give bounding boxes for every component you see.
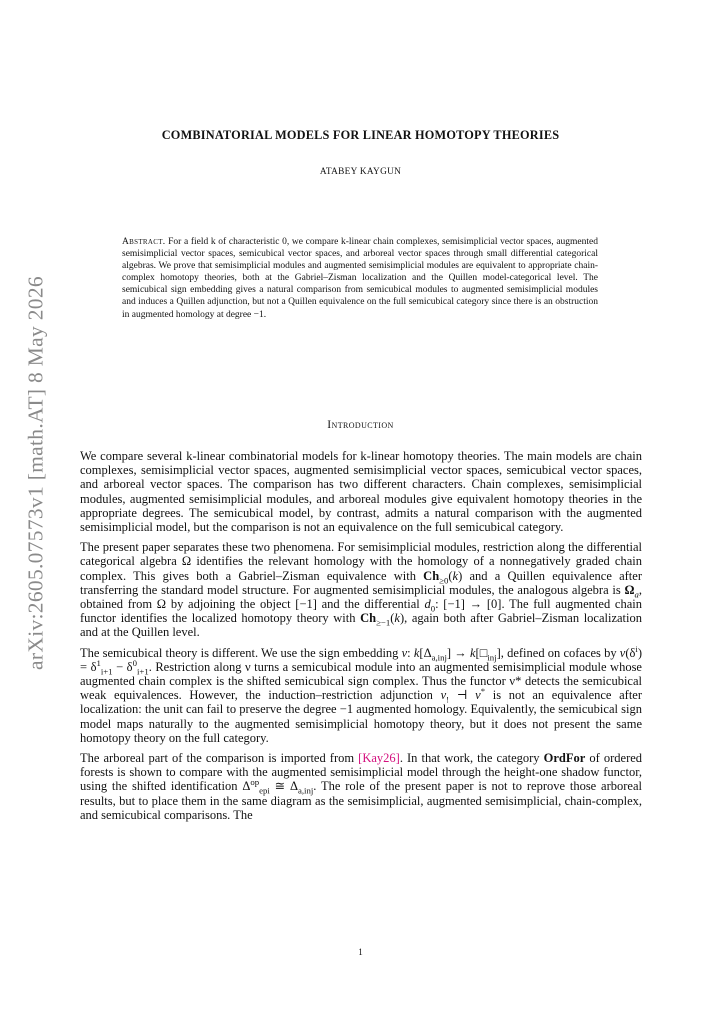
paragraph-1: We compare several k-linear combinatorial models for k-linear homotopy theories. The main models are chain complexes, semisimplicial vector spaces, augmented semisimplicial vector spaces, semicubical vector spaces, and arboreal vector spaces. The comparison has two different characters. Chain complexes, semisimplicial modules, augmented semisimplicial modules, and arboreal modules give equivalent homotopy theories in the appropriate degrees. The semicubical model, by contrast, admits a natural comparison with the augmented semisimplicial model, but the comparison is not an equivalence on the full semicubical category. xyxy=(80,449,642,535)
abstract xyxy=(122,236,598,321)
page-number: 1 xyxy=(358,947,363,957)
paragraph-2: The present paper separates these two phenomena. For semisimplicial modules, restriction along the differential categorical algebra Ω identifies the relevant homology with the homology of a nonnegatively graded chain complex. This gives both a Gabriel–Zisman equivalence with $Ch_{\ge 0}(k)$ and a Quillen equivalence after transferring the standard model structure. For augmented semisimplicial modules, the analogous algebra is $\Omega_a$, obtained from Ω by adjoining the object [−1] and the differential $d_0$: [−1] → [0]. The full augmented chain functor identifies the localized homotopy theory with $Ch_{\ge-1}(k)$, again both after Gabriel–Zisman localization and at the Quillen level. xyxy=(80,540,643,640)
arxiv-stamp xyxy=(16,268,56,678)
paper-title: COMBINATORIAL MODELS FOR LINEAR HOMOTOPY THEORIES xyxy=(161,128,560,142)
abstract-text: For a field k of characteristic 0, we compare k-linear chain complexes, semisimplicial vector spaces, augmented semisimplicial vector spaces, semicubical vector spaces, and arboreal vector spaces through small differential categorical algebras. We prove that semisimplicial modules and augmented semisimplicial modules are equivalent to appropriate chain-complex homotopy theories, both at the Gabriel–Zisman localization and the Quillen model-categorical level. The semicubical sign embedding gives a natural comparison from semicubical modules to augmented semisimplicial modules and induces a Quillen adjunction, but not a Quillen equivalence on the full semicubical category since there is an obstruction in augmented homology at degree −1. xyxy=(122,237,598,320)
body-text xyxy=(80,449,642,828)
author-name: ATABEY KAYGUN xyxy=(319,167,402,177)
paragraph-3: The semicubical theory is different. We use the sign embedding ν: $k[\Delta_{a,inj}]$ → $k[□_{inj}]$, defined on cofaces by $\nu(\delta^i) = \delta^1_{i+1} - \delta^0_{i+1}$. Restriction along ν turns a semicubical module into an augmented semisimplicial module whose augmented chain complex is the shifted semicubical sign complex. Thus the functor ν* detects the semicubical weak equivalences. However, the induction–restriction adjunction $\nu_!$ ⊣ ν* is not an equivalence after localization: the unit can fail to preserve the degree −1 augmented homology. Equivalently, the semicubical sign model maps naturally to the augmented semisimplicial homotopy theory, but it does not present the same homotopy theory on the full category. xyxy=(80,643,643,745)
abstract-label: Abstract. xyxy=(122,237,166,247)
arxiv-stamp-text: arXiv:2605.07573v1 [math.AT] 8 May 2026 xyxy=(23,276,48,670)
paragraph-4: The arboreal part of the comparison is imported from [Kay26]. In that work, the category OrdFor of ordered forests is shown to compare with the augmented semisimplicial model through the height-one shadow functor, using the shifted identification $\Delta^{op}_{epi}$ ≅ $\Delta_{a,inj}$. The role of the present paper is not to reprove those arboreal results, but to place them in the same diagram as the semisimplicial, augmented semisimplicial, chain-complex, and semicubical comparisons. The xyxy=(80,751,643,822)
citation-link[interactable]: [Kay26] xyxy=(358,751,400,766)
section-heading: Introduction xyxy=(327,418,394,431)
